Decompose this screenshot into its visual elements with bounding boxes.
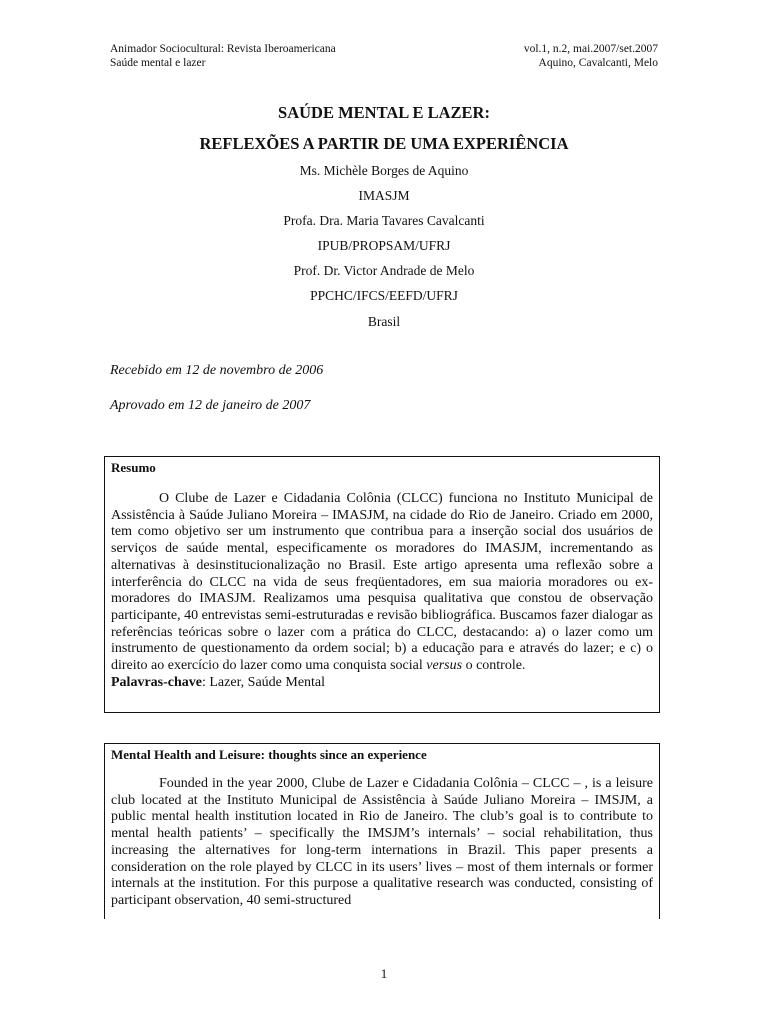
country: Brasil xyxy=(367,314,401,329)
author-3: Prof. Dr. Victor Andrade de Melo xyxy=(293,263,475,278)
author-1: Ms. Michèle Borges de Aquino xyxy=(299,163,469,178)
paper-title-line2: REFLEXÕES A PARTIR DE UMA EXPERIÊNCIA xyxy=(199,134,569,153)
resumo-italic-word: versus xyxy=(426,658,463,674)
paper-title-line1: SAÚDE MENTAL E LAZER: xyxy=(278,103,490,122)
abstract-text: Founded in the year 2000, Clube de Lazer e Cidadania Colônia – CLCC – , is a leisure club located at the Instituto Municipal de Assistência à Saúde Juliano Moreira – IMSJM, a public mental health institution located in Rio de Janeiro. The club’s goal is to contribute to mental health patients’ – specifically the IMSJM’s internals’ – social rehabilitation, thus increasing the alternatives for long-term internations in Brazil. This paper presents a consideration on the role played by CLCC in its users’ lives – most of them internals or former internals at the institution. For this purpose a qualitative research was conducted, consisting of participant observation, 40 semi-structured xyxy=(111,776,653,908)
resumo-heading: Resumo xyxy=(111,460,156,475)
affiliation-3: PPCHC/IFCS/EEFD/UFRJ xyxy=(310,288,458,303)
abstract-body xyxy=(111,776,653,910)
resumo-text: O Clube de Lazer e Cidadania Colônia (CLCC) funciona no Instituto Municipal de Assistência à Saúde Juliano Moreira – IMASJM, na cidade do Rio de Janeiro. Criado em 2000, tem como objetivo ser um instrumento que contribua para a inserção social dos usuários de serviços de saúde mental, especificamente os moradores do IMASJM, incrementando as alternativas à desinstitucionalização no Brasil. Este artigo apresenta uma reflexão sobre a interferência do CLCC na vida de seus freqüentadores, em sua maioria moradores ou ex-moradores do IMASJM. Realizamos uma pesquisa qualitativa que constou de observação participante, 40 entrevistas semi-estruturadas e revisão bibliográfica. Buscamos fazer dialogar as referências teóricas sobre o lazer com a prática do CLCC, destacando: a) o lazer como um instrumento de questionamento da ordem social; b) a educação para e através do lazer; e c) o direito ao exercício do lazer como uma conquista social xyxy=(111,491,653,674)
approved-date: Aprovado em 12 de janeiro de 2007 xyxy=(110,398,311,413)
abstract-heading: Mental Health and Leisure: thoughts since an experience xyxy=(111,747,427,762)
keywords-value: : Lazer, Saúde Mental xyxy=(201,674,326,690)
resumo-text-end: o controle. xyxy=(465,658,526,674)
authors-short: Aquino, Cavalcanti, Melo xyxy=(538,57,658,69)
keywords-line xyxy=(111,675,653,692)
abstract-box xyxy=(104,743,660,919)
resumo-box xyxy=(104,456,660,713)
running-header-line1 xyxy=(110,42,658,56)
short-title: Saúde mental e lazer xyxy=(110,57,206,69)
page-number: 1 xyxy=(380,966,388,981)
affiliation-2: IPUB/PROPSAM/UFRJ xyxy=(317,238,451,253)
affiliation-1: IMASJM xyxy=(358,188,410,203)
resumo-body xyxy=(111,491,653,675)
received-date: Recebido em 12 de novembro de 2006 xyxy=(110,363,324,378)
volume-info: vol.1, n.2, mai.2007/set.2007 xyxy=(523,43,658,55)
journal-name: Animador Sociocultural: Revista Iberoamericana xyxy=(110,43,336,55)
keywords-label: Palavras-chave xyxy=(111,674,202,690)
author-2: Profa. Dra. Maria Tavares Cavalcanti xyxy=(283,213,485,228)
running-header-line2 xyxy=(110,56,658,70)
